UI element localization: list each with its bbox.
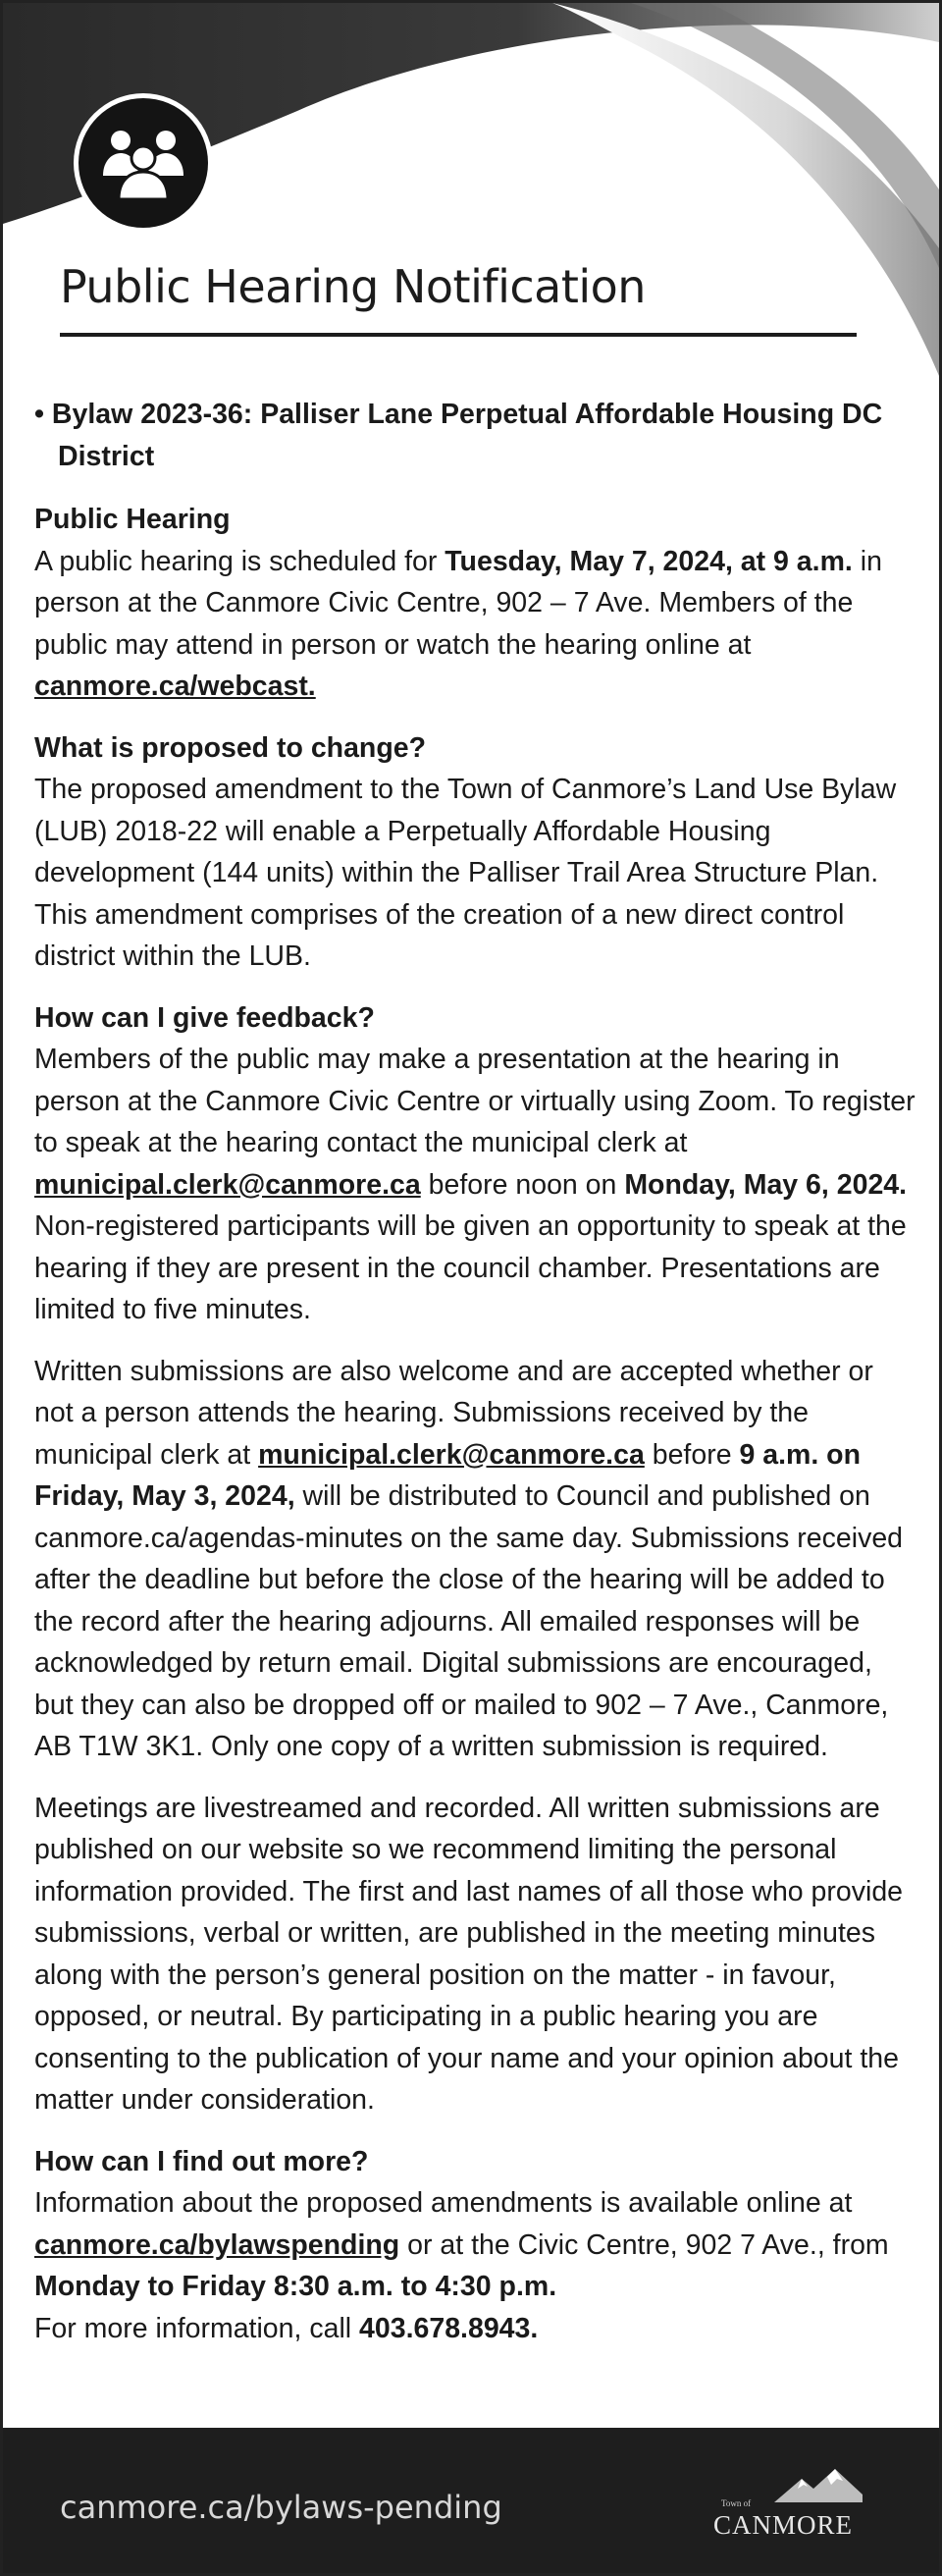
text-run: Non-registered participants will be given an opportunity to speak at the hearing if they are present in the council chamber. Presentations are limited to five minutes.: [34, 1210, 907, 1325]
feedback-heading: How can I give feedback?: [34, 1001, 375, 1034]
written-submissions-text: [34, 1351, 917, 1768]
text-run: in person at the Canmore Civic Centre, 902 – 7 Ave. Members of the public may attend in person or watch the hearing online at: [34, 545, 882, 661]
clerk-email-link[interactable]: municipal.clerk@canmore.ca: [258, 1438, 645, 1471]
feedback-section: [34, 997, 917, 1331]
proposed-change-section: [34, 727, 917, 978]
find-out-more-text: [34, 2182, 917, 2349]
livestream-text: Meetings are livestreamed and recorded. All written submissions are published on our website so we recommend limiting the personal information provided. The first and last names of all those who provide submissions, verbal or written, are published in the meeting minutes along with the person’s general position on the matter - in favour, opposed, or neutral. By participating in a public hearing you are consenting to the publication of your name and your opinion about the matter under consideration.: [34, 1792, 904, 2116]
webcast-link[interactable]: canmore.ca/webcast.: [34, 671, 316, 702]
text-run: Members of the public may make a presentation at the hearing in person at the Canmore Civic Centre or virtually using Zoom. To register to speak at the hearing contact the municipal clerk at: [34, 1044, 916, 1158]
proposed-change-text: The proposed amendment to the Town of Canmore’s Land Use Bylaw (LUB) 2018-22 will enable a Perpetually Affordable Housing development (144 units) within the Palliser Trail Area Structure Plan. This amendment comprises of the creation of a new direct control district within the LUB.: [34, 774, 897, 972]
notice-body: [34, 394, 917, 2369]
public-hearing-heading: Public Hearing: [34, 504, 231, 535]
text-run: before: [644, 1438, 740, 1471]
text-run: Information about the proposed amendments is available online at: [34, 2187, 853, 2219]
text-run: will be distributed to Council and published on canmore.ca/agendas-minutes on the same day. Submissions received after the deadline but before the close of the hearing will be added to the record after the hearing adjourns. All emailed responses will be acknowledged by return email. Digital submissions are encouraged, but they can also be dropped off or mailed to 902 – 7 Ave., Canmore, AB T1W 3K1. Only one copy of a written submission is required.: [34, 1480, 904, 1762]
text-run: For more information, call: [34, 2312, 360, 2344]
people-group-icon: [72, 91, 215, 235]
hearing-date: Tuesday, May 7, 2024, at 9 a.m.: [445, 545, 853, 577]
footer-url: canmore.ca/bylaws-pending: [60, 2489, 502, 2526]
submission-deadline: 9 a.m. on Friday, May 3, 2024,: [34, 1438, 862, 1512]
bylaw-bullet: • Bylaw 2023-36: Palliser Lane Perpetual Affordable Housing DC District: [34, 399, 883, 472]
phone-number: 403.678.8943.: [359, 2312, 539, 2344]
logo-town-of: Town of: [721, 2498, 752, 2508]
feedback-text: [34, 1039, 917, 1331]
public-hearing-section: [34, 499, 917, 708]
bylaws-pending-link[interactable]: canmore.ca/bylawspending: [34, 2228, 400, 2261]
footer-bar: [3, 2428, 939, 2573]
registration-deadline: Monday, May 6, 2024.: [624, 1168, 908, 1201]
mountain-logo-icon: [774, 2469, 863, 2502]
proposed-change-heading: What is proposed to change?: [34, 731, 427, 764]
office-hours: Monday to Friday 8:30 a.m. to 4:30 p.m.: [34, 2271, 557, 2302]
text-run: Written submissions are also welcome and are accepted whether or not a person attends the hearing. Submissions received by the municipal clerk at: [34, 1355, 873, 1471]
text-run: before noon on: [420, 1168, 625, 1201]
title-divider: [60, 333, 857, 337]
find-out-more-section: [34, 2141, 917, 2350]
public-hearing-text: [34, 541, 917, 708]
text-run: or at the Civic Centre, 902 7 Ave., from: [399, 2228, 889, 2261]
page-title: Public Hearing Notification: [60, 260, 646, 313]
logo-brand: CANMORE: [713, 2510, 854, 2540]
clerk-email-link[interactable]: municipal.clerk@canmore.ca: [34, 1168, 421, 1201]
find-out-more-heading: How can I find out more?: [34, 2145, 369, 2177]
bylaw-title: Bylaw 2023-36: Palliser Lane Perpetual Affordable Housing DC District: [51, 399, 883, 472]
text-run: A public hearing is scheduled for: [34, 545, 445, 577]
canmore-logo: [713, 2469, 870, 2538]
